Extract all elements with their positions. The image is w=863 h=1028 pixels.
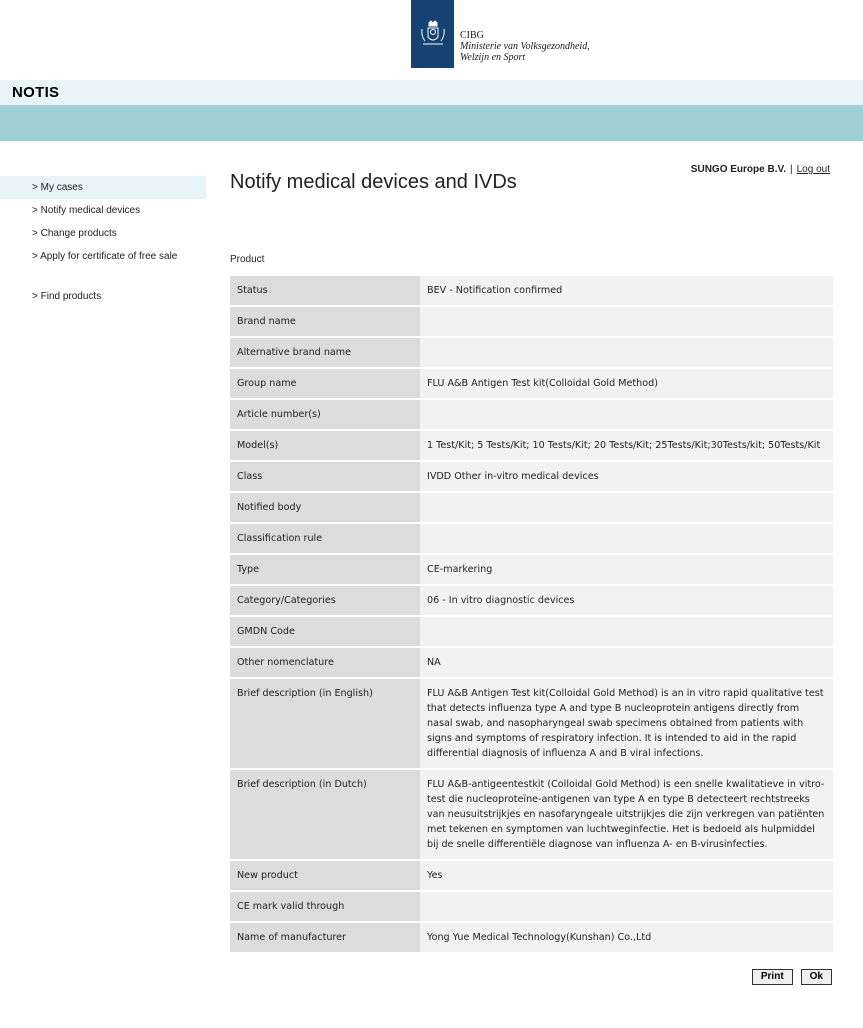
row-label: Model(s): [230, 431, 420, 460]
row-value: BEV - Notification confirmed: [420, 276, 833, 305]
row-value: NA: [420, 648, 833, 677]
row-label: Brief description (in Dutch): [230, 770, 420, 859]
row-value: [420, 400, 833, 429]
table-row: [230, 462, 833, 491]
table-row: [230, 431, 833, 460]
row-label: Class: [230, 462, 420, 491]
row-value: FLU A&B Antigen Test kit(Colloidal Gold Method): [420, 369, 833, 398]
row-label: CE mark valid through: [230, 892, 420, 921]
row-value: CE-markering: [420, 555, 833, 584]
row-value: [420, 338, 833, 367]
action-buttons: [752, 969, 832, 985]
table-row: [230, 770, 833, 859]
table-row: [230, 276, 833, 305]
row-label: Classification rule: [230, 524, 420, 553]
table-row: [230, 861, 833, 890]
org-name: CIBG: [460, 30, 484, 41]
row-value: [420, 307, 833, 336]
row-label: GMDN Code: [230, 617, 420, 646]
row-label: New product: [230, 861, 420, 890]
row-value: 1 Test/Kit; 5 Tests/Kit; 10 Tests/Kit; 20 Tests/Kit; 25Tests/Kit;30Tests/kit; 50Tests/Kit: [420, 431, 833, 460]
table-row: [230, 923, 833, 952]
row-label: Group name: [230, 369, 420, 398]
row-value: FLU A&B-antigeentestkit (Colloidal Gold Method) is een snelle kwalitatieve in vitro-test die nucleoproteïne-antigenen van type A en type B detecteert rechtstreeks van neusuitstrijkjes en nasofaryngeale uitstrijkjes die zijn verkregen van patiënten met tekenen en symptomen van luchtweginfectie. Het is bedoeld als hulpmiddel bij de snelle differentiële diagnose van influenza A- en B-virusinfecties.: [420, 770, 833, 859]
table-row: [230, 648, 833, 677]
table-row: [230, 586, 833, 615]
row-value: IVDD Other in-vitro medical devices: [420, 462, 833, 491]
table-row: [230, 555, 833, 584]
company-name: SUNGO Europe B.V.: [690, 164, 787, 175]
row-value: [420, 524, 833, 553]
row-value: [420, 493, 833, 522]
row-value: [420, 892, 833, 921]
page-title: Notify medical devices and IVDs: [230, 171, 517, 193]
row-value: Yong Yue Medical Technology(Kunshan) Co.,Ltd: [420, 923, 833, 952]
row-label: Name of manufacturer: [230, 923, 420, 952]
row-label: Article number(s): [230, 400, 420, 429]
row-label: Status: [230, 276, 420, 305]
row-label: Notified body: [230, 493, 420, 522]
row-value: [420, 617, 833, 646]
table-row: [230, 369, 833, 398]
row-label: Type: [230, 555, 420, 584]
product-detail-table: [230, 274, 833, 954]
table-row: [230, 679, 833, 768]
table-row: [230, 400, 833, 429]
row-label: Brand name: [230, 307, 420, 336]
row-value: Yes: [420, 861, 833, 890]
logout-link[interactable]: Log out: [796, 164, 830, 175]
app-title: NOTIS: [12, 84, 60, 101]
row-label: Brief description (in English): [230, 679, 420, 768]
sidebar: [0, 176, 206, 308]
coat-of-arms-icon: [411, 0, 454, 68]
ministry-name: [460, 0, 590, 63]
section-label: Product: [230, 254, 265, 265]
table-row: [230, 338, 833, 367]
row-value: 06 - In vitro diagnostic devices: [420, 586, 833, 615]
table-row: [230, 307, 833, 336]
table-row: [230, 617, 833, 646]
user-separator: |: [790, 164, 793, 175]
row-label: Category/Categories: [230, 586, 420, 615]
sidebar-item-notify-medical-devices[interactable]: > Notify medical devices: [32, 205, 141, 216]
table-row: [230, 493, 833, 522]
sidebar-item-change-products[interactable]: > Change products: [32, 228, 117, 239]
ministry-line-2: Welzijn en Sport: [460, 52, 526, 63]
sidebar-spacer: [0, 268, 206, 285]
sidebar-item-my-cases[interactable]: > My cases: [0, 176, 206, 199]
ok-button[interactable]: Ok: [801, 969, 832, 985]
sidebar-item-certificate-free-sale[interactable]: > Apply for certificate of free sale: [32, 251, 178, 262]
app-bar: [0, 80, 863, 105]
banner-bar: [0, 105, 863, 141]
sidebar-item-find-products[interactable]: > Find products: [32, 291, 102, 302]
user-bar: [691, 164, 830, 175]
ministry-logo: [411, 0, 590, 68]
print-button[interactable]: Print: [752, 969, 793, 985]
table-row: [230, 524, 833, 553]
row-label: Alternative brand name: [230, 338, 420, 367]
row-value: FLU A&B Antigen Test kit(Colloidal Gold Method) is an in vitro rapid qualitative test that detects influenza type A and type B nucleoprotein antigens directly from nasal swab, and nasopharyngeal swab specimens obtained from patients with signs and symptoms of respiratory infection. It is intended to aid in the rapid differential diagnosis of influenza A and B viral infections.: [420, 679, 833, 768]
ministry-line-1: Ministerie van Volksgezondheid,: [460, 41, 590, 52]
table-row: [230, 892, 833, 921]
row-label: Other nomenclature: [230, 648, 420, 677]
